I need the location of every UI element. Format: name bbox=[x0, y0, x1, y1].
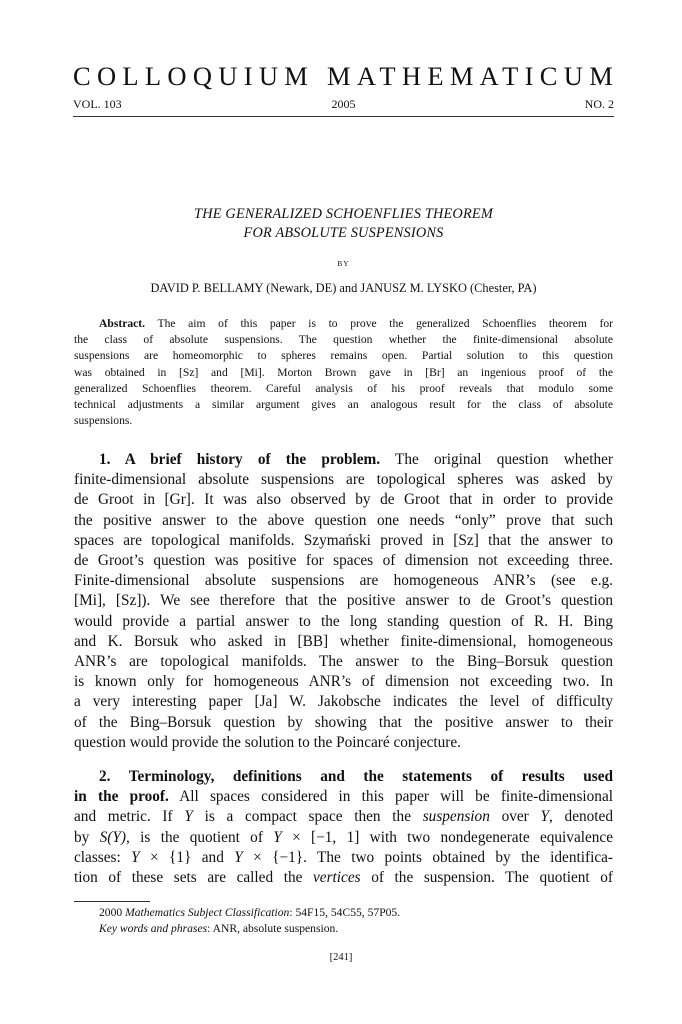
section-1-line: 1. A brief history of the problem. The original question whether bbox=[99, 451, 613, 468]
section-1-line: ANR’s are topological manifolds. The answer to the Bing–Borsuk question bbox=[74, 653, 613, 671]
issue-number-label: NO. 2 bbox=[584, 97, 614, 111]
section-1-line: de Groot in [Gr]. It was also observed by de Groot that in order to provide bbox=[74, 491, 613, 509]
section-1-line: [Mi], [Sz]). We see therefore that the positive answer to de Groot’s question bbox=[74, 592, 613, 610]
term-vertices: vertices bbox=[313, 869, 361, 887]
section-2-line: tion of these sets are called the vertices of the suspension. The quotient of bbox=[74, 869, 613, 887]
section-1-line: a very interesting paper [Ja] W. Jakobsche indicates the level of difficulty bbox=[74, 693, 613, 711]
section-2-line: and metric. If Y is a compact space then the suspension over Y, denoted bbox=[74, 808, 613, 826]
section-2-line: classes: Y × {1} and Y × {−1}. The two points obtained by the identifica- bbox=[74, 848, 613, 866]
section-2 bbox=[74, 767, 613, 888]
section-1 bbox=[74, 450, 613, 753]
paper-title bbox=[73, 205, 614, 243]
abstract-line: Abstract. The aim of this paper is to prove the generalized Schoenflies theorem for bbox=[99, 317, 613, 330]
by-label: BY bbox=[337, 259, 350, 268]
page-number: [241] bbox=[329, 952, 353, 963]
section-1-line: would provide a partial answer to the long standing question of R. H. Bing bbox=[74, 612, 613, 630]
abstract-line: the class of absolute suspensions. The question whether the finite-dimensional absolute bbox=[74, 333, 613, 347]
section-1-line: de Groot’s question was positive for spaces of dimension not exceeding three. bbox=[74, 552, 613, 570]
authors: DAVID P. BELLAMY (Newark, DE) and JANUSZ M. LYSKO (Chester, PA) bbox=[150, 281, 537, 295]
term-suspension: suspension bbox=[422, 808, 490, 826]
section-2-line: by S(Y), is the quotient of Y × [−1, 1] with two nondegenerate equivalence bbox=[74, 828, 614, 846]
section-1-line: the positive answer to the above question one needs “only” prove that such bbox=[74, 511, 613, 529]
abstract-line: suspensions. bbox=[74, 414, 133, 428]
volume-label: VOL. 103 bbox=[73, 97, 122, 111]
section-1-heading: 1. A brief history of the problem. bbox=[99, 451, 381, 468]
year-label: 2005 bbox=[331, 97, 356, 111]
section-1-line: finite-dimensional absolute suspensions are topological spheres was asked by bbox=[74, 471, 613, 489]
header-rule bbox=[73, 116, 614, 117]
journal-title: COLLOQUIUM MATHEMATICUM bbox=[73, 61, 620, 91]
section-1-line: question would provide the solution to the Poincaré conjecture. bbox=[74, 733, 462, 751]
paper-title-line: THE GENERALIZED SCHOENFLIES THEOREM bbox=[194, 206, 493, 222]
footnote-rule bbox=[74, 901, 150, 902]
section-1-line: is known only for homogeneous ANR’s of dimension not exceeding two. In bbox=[74, 673, 613, 691]
abstract-label: Abstract. bbox=[99, 317, 146, 330]
footnote-keywords: Key words and phrases: ANR, absolute suspension. bbox=[99, 922, 339, 935]
section-2-heading: 2. Terminology, definitions and the statements of results used bbox=[99, 768, 613, 785]
abstract-line: suspensions are homeomorphic to spheres remains open. Partial solution to this question bbox=[74, 349, 613, 363]
section-1-line: Finite-dimensional absolute suspensions are homogeneous ANR’s (see e.g. bbox=[74, 572, 613, 590]
paper-title-line: FOR ABSOLUTE SUSPENSIONS bbox=[243, 225, 444, 241]
abstract-line: was obtained in [Sz] and [Mi]. Morton Brown gave in [Br] an ingenious proof of the bbox=[74, 365, 613, 379]
section-2-line: in the proof. All spaces considered in this paper will be finite-dimensional bbox=[74, 788, 613, 806]
section-1-line: of the Bing–Borsuk question by showing that the positive answer to their bbox=[74, 713, 613, 731]
footnote-msc: 2000 Mathematics Subject Classification: 54F15, 54C55, 57P05. bbox=[99, 906, 401, 919]
abstract-line: generalized Schoenflies theorem. Careful analysis of his proof reveals that modulo some bbox=[74, 381, 613, 395]
journal-issue-row bbox=[73, 97, 614, 113]
abstract bbox=[74, 316, 613, 429]
section-1-line: and K. Borsuk who asked in [BB] whether finite-dimensional, homogeneous bbox=[74, 632, 613, 650]
abstract-line: technical adjustments a similar argument gives an analogous result for the class of absolute bbox=[74, 398, 613, 412]
section-2-heading-end: in the proof. bbox=[74, 788, 169, 806]
section-1-line: spaces are topological manifolds. Szymański proved in [Sz] that the answer to bbox=[74, 531, 613, 549]
footnotes bbox=[99, 905, 609, 937]
